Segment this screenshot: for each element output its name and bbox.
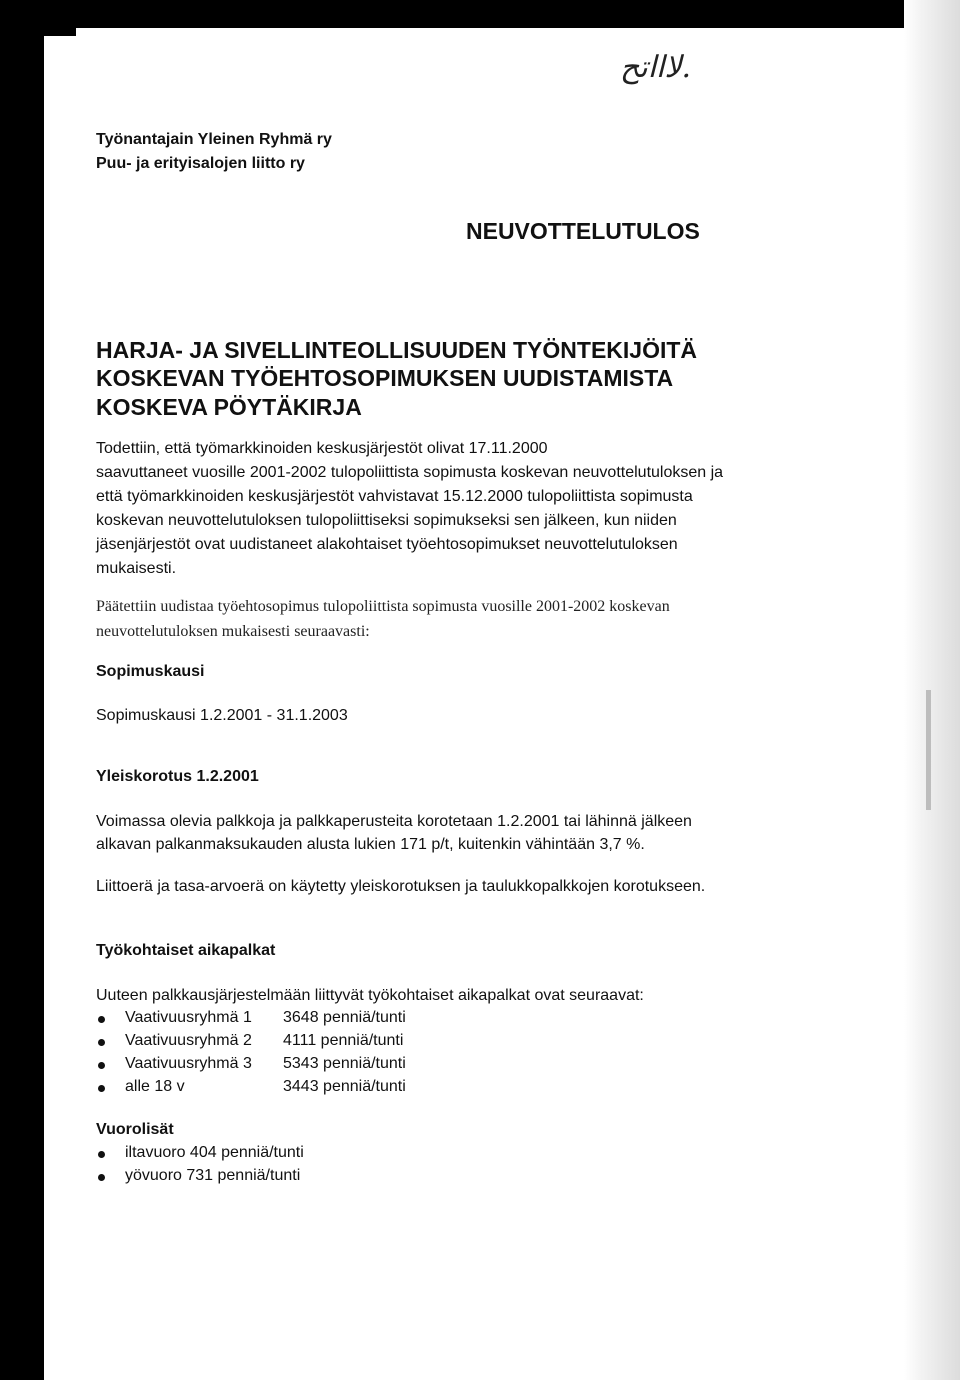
yleiskorotus-line-2: alkavan palkanmaksukauden alusta lukien 171 p/t, kuitenkin vähintään 3,7 %. [96, 836, 645, 853]
wage-group-value: 4111 penniä/tunti [283, 1032, 404, 1049]
heading-yleiskorotus: Yleiskorotus 1.2.2001 [96, 768, 259, 785]
yleiskorotus-note: Liittoerä ja tasa-arvoerä on käytetty yleiskorotuksen ja taulukkopalkkojen korotukseen. [96, 878, 706, 895]
heading-sopimuskausi: Sopimuskausi [96, 663, 205, 680]
bullet-icon [98, 1062, 105, 1069]
scan-border-top [0, 0, 960, 28]
wage-group-label: Vaativuusryhmä 3 [125, 1055, 252, 1072]
intro-line-5: jäsenjärjestöt ovat uudistaneet alakohtaiset työehtosopimukset neuvottelutuloksen [96, 536, 678, 553]
decision-line-1: Päätettiin uudistaa työehtosopimus tulopoliittista sopimusta vuosille 2001-2002 koskevan [96, 598, 670, 615]
bullet-icon [98, 1151, 105, 1158]
shift-allowance-item: iltavuoro 404 penniä/tunti [125, 1144, 304, 1161]
heading-vuorolisat: Vuorolisät [96, 1121, 174, 1138]
bullet-icon [98, 1174, 105, 1181]
wage-group-label: alle 18 v [125, 1078, 185, 1095]
scan-shadow-right [904, 0, 960, 1380]
intro-line-1: Todettiin, että työmarkkinoiden keskusjärjestöt olivat 17.11.2000 [96, 440, 548, 457]
doc-title-line-3: KOSKEVA PÖYTÄKIRJA [96, 394, 362, 420]
wage-group-value: 5343 penniä/tunti [283, 1055, 406, 1072]
doc-title-line-2: KOSKEVAN TYÖEHTOSOPIMUKSEN UUDISTAMISTA [96, 365, 674, 391]
main-title: NEUVOTTELUTULOS [466, 218, 700, 244]
handwritten-note: لاااتح. [620, 50, 692, 85]
intro-line-2: saavuttaneet vuosille 2001-2002 tulopoliittista sopimusta koskevan neuvottelutuloksen ja [96, 464, 724, 481]
shift-allowance-item: yövuoro 731 penniä/tunti [125, 1167, 301, 1184]
doc-title-line-1: HARJA- JA SIVELLINTEOLLISUUDEN TYÖNTEKIJÖITÄ [96, 337, 698, 363]
wage-group-value: 3443 penniä/tunti [283, 1078, 406, 1095]
scan-margin [44, 36, 76, 1380]
wage-group-label: Vaativuusryhmä 1 [125, 1009, 252, 1026]
wage-group-value: 3648 penniä/tunti [283, 1009, 406, 1026]
bullet-icon [98, 1085, 105, 1092]
intro-line-4: koskevan neuvottelutuloksen tulopoliittiseksi sopimukseksi sen jälkeen, kun niiden [96, 512, 677, 529]
scan-artifact [926, 690, 931, 810]
bullet-icon [98, 1039, 105, 1046]
organization-1: Työnantajain Yleinen Ryhmä ry [96, 131, 332, 148]
intro-line-3: että työmarkkinoiden keskusjärjestöt vahvistavat 15.12.2000 tulopoliittista sopimusta [96, 488, 693, 505]
wage-group-label: Vaativuusryhmä 2 [125, 1032, 252, 1049]
organization-2: Puu- ja erityisalojen liitto ry [96, 155, 305, 172]
yleiskorotus-line-1: Voimassa olevia palkkoja ja palkkaperusteita korotetaan 1.2.2001 tai lähinnä jälkeen [96, 813, 692, 830]
intro-line-6: mukaisesti. [96, 560, 177, 577]
decision-line-2: neuvottelutuloksen mukaisesti seuraavasti: [96, 623, 370, 640]
heading-tyokohtaiset: Työkohtaiset aikapalkat [96, 942, 276, 959]
bullet-icon [98, 1016, 105, 1023]
tyokohtaiset-intro: Uuteen palkkausjärjestelmään liittyvät työkohtaiset aikapalkat ovat seuraavat: [96, 987, 644, 1004]
sopimuskausi-text: Sopimuskausi 1.2.2001 - 31.1.2003 [96, 707, 348, 724]
